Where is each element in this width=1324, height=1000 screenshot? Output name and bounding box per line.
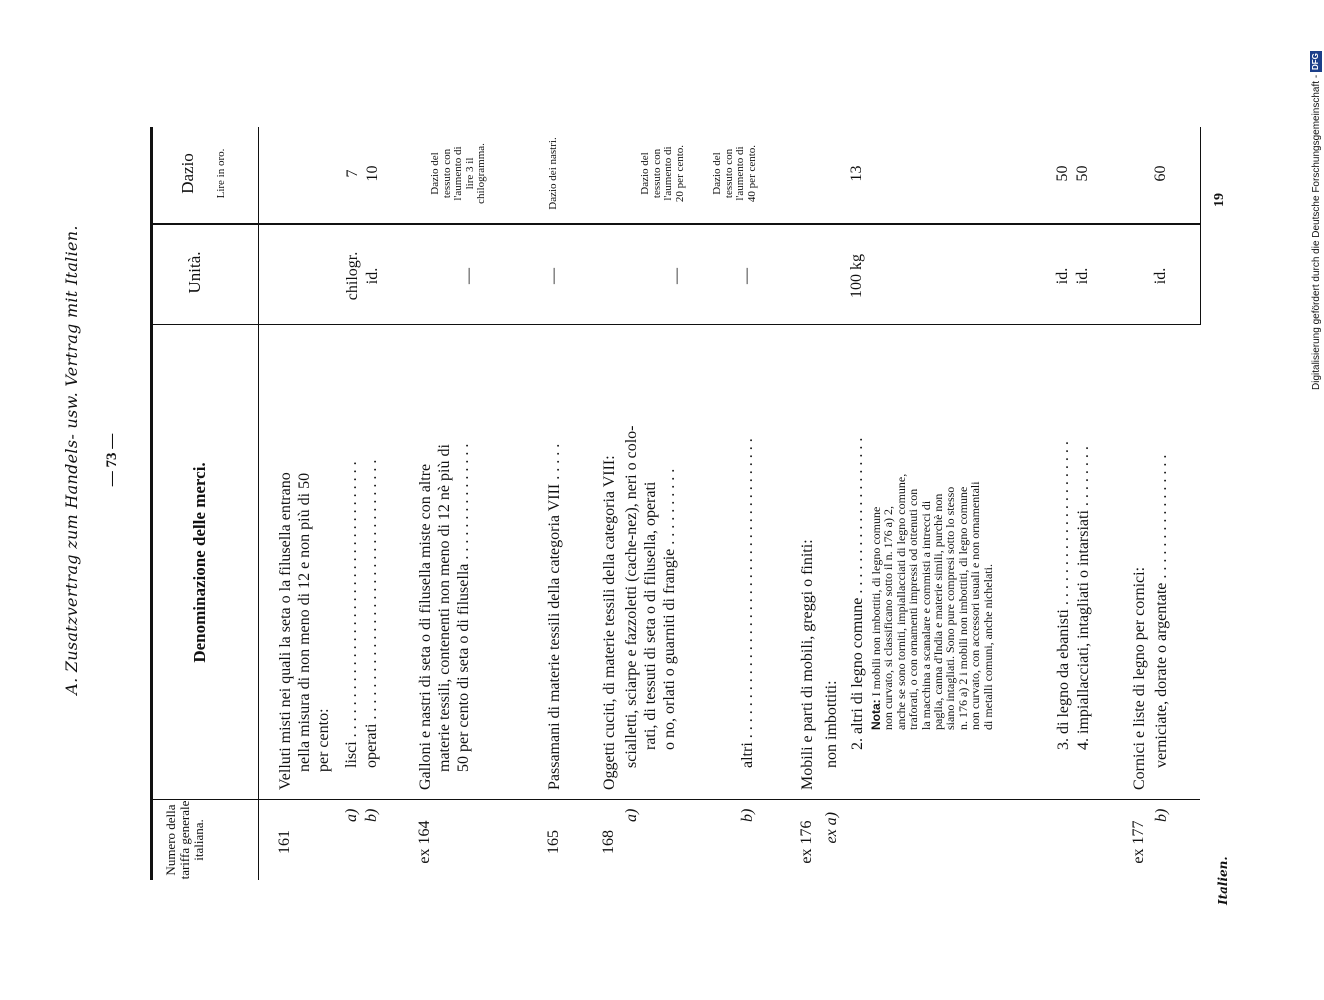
header-col1: Numero della tariffa generale italiana. xyxy=(163,800,206,880)
row-177-number: ex 177 xyxy=(1130,820,1147,864)
row-176a-text: non imbottiti: xyxy=(823,680,840,768)
col-divider-3 xyxy=(150,223,1200,225)
row-176a2-text: 2. altri di legno comune . . . . . . . . . . . . . . . . . . . . xyxy=(849,437,866,750)
row-168b-unit: — xyxy=(738,268,755,284)
row-176-description: Mobili e parti di mobili, greggi o finiti: xyxy=(799,539,816,790)
digitization-note-text xyxy=(1308,10,1324,390)
note-line: paglia, canna d'India e materie simili, purchè non xyxy=(931,493,946,730)
row-165-number: 165 xyxy=(545,830,562,854)
header-col2: Denominazione delle merci. xyxy=(190,462,209,663)
desc-line: scialletti, sciarpe e fazzoletti (cache-nez), neri o colo- xyxy=(623,425,640,768)
note-line: traforati, o con ornamenti impressi od ottenuti con xyxy=(906,488,921,730)
row-168a-duty xyxy=(640,127,686,220)
row-168a-text xyxy=(622,426,679,768)
note-line: anche se sono torniti, impiallacciati di legno comune, xyxy=(893,473,908,730)
duty-line: chilogramma. xyxy=(475,143,487,204)
duty-line: tessuto con xyxy=(440,148,453,199)
duty-line: 20 per cento. xyxy=(673,144,686,203)
row-168a-label: a) xyxy=(623,808,640,822)
duty-line: l'aumento di xyxy=(452,146,464,201)
desc-line: 50 per cento di seta o di filusella . . . . . . . . . . . . . . . xyxy=(455,443,472,772)
row-168b-text: altri . . . . . . . . . . . . . . . . . . . . . . . . . . . . . . . . . . . . . . xyxy=(739,438,756,768)
note-line: n. 176 a) 2 i mobili non imbottiti, di legno comune xyxy=(955,486,970,730)
row-176a3-unit: id. xyxy=(1054,267,1071,285)
row-161a-label: a) xyxy=(343,808,360,822)
table-bottom-rule xyxy=(1200,127,1201,325)
duty-line: tessuto con xyxy=(722,148,735,199)
header-col4: Dazio xyxy=(178,153,197,194)
row-168b-label: b) xyxy=(739,808,756,822)
note-line-text: I mobili non imbottiti, di legno comune xyxy=(869,506,883,697)
row-164-description xyxy=(416,444,473,790)
row-161a-unit: chilogr. xyxy=(344,251,361,301)
col-divider-2 xyxy=(150,324,1200,325)
note-line: non curvato, si classificano sotto il n. 176 a) 2, xyxy=(881,506,896,730)
row-176a4-duty: 50 xyxy=(1074,165,1091,182)
row-177b-duty: 60 xyxy=(1152,165,1169,182)
row-161b-text: operati . . . . . . . . . . . . . . . . . . . . . . . . . . . . . . . . . xyxy=(363,459,380,768)
row-177b-label: b) xyxy=(1153,808,1170,822)
duty-line: Dazio del xyxy=(429,152,441,195)
row-165-duty: Dazio dei nastri. xyxy=(547,137,559,210)
row-176a3-duty: 50 xyxy=(1054,165,1071,182)
running-head: A. Zusatzvertrag zum Handels- usw. Vertrag mit Italien. xyxy=(62,225,81,695)
row-164-unit: — xyxy=(460,268,477,284)
duty-line: Dazio del xyxy=(711,152,723,195)
row-165-unit: — xyxy=(545,268,562,284)
page-number: — 73 — xyxy=(104,433,120,487)
row-176a4-text: 4. impiallacciati, intagliati o intarsiati . . . . . . . . xyxy=(1075,446,1092,750)
header-col4-sub: Lire in oro. xyxy=(215,148,227,199)
row-168-number: 168 xyxy=(600,830,617,854)
desc-line: Galloni e nastri di seta o di filusella miste con altre xyxy=(417,463,434,790)
desc-line: Velluti misti nei quali la seta o la filusella entrano xyxy=(277,472,294,790)
row-176-number: ex 176 xyxy=(798,820,815,864)
row-176a-label: ex a) xyxy=(823,812,840,844)
header-col3: Unità. xyxy=(185,251,204,294)
row-161b-label: b) xyxy=(363,808,380,822)
note-line: non curvato, con accessori usuali e non ornamentali xyxy=(968,481,983,730)
table-top-rule xyxy=(150,127,153,880)
desc-line: o no, orlati o guarniti di frangie . . . . . . . . . . xyxy=(661,468,678,750)
row-161b-unit: id. xyxy=(364,267,381,285)
desc-line: rati, di tessuti di seta o di filusella, operati xyxy=(642,481,659,750)
row-176a3-text: 3. di legno da ebanisti . . . . . . . . . . . . . . . . . . . . . xyxy=(1055,441,1072,750)
duty-line: lire 3 il xyxy=(463,157,476,190)
desc-line: per cento: xyxy=(315,708,332,772)
duty-line: tessuto con xyxy=(650,148,663,199)
row-177b-text: verniciate, dorate o argentate . . . . . . . . . . . . . . . . xyxy=(1153,454,1170,768)
row-161-description xyxy=(276,472,333,790)
desc-line: materie tessili, contenenti non meno di 12 nè più di xyxy=(436,444,453,772)
row-176a4-unit: id. xyxy=(1074,267,1091,285)
col-divider-1 xyxy=(150,799,1200,800)
row-176a2-duty: 13 xyxy=(848,165,865,182)
duty-line: l'aumento di xyxy=(662,146,674,201)
note-line: siano intagliati. Sono pure compresi sotto lo stesso xyxy=(943,486,958,730)
row-168b-duty xyxy=(712,127,758,220)
desc-line: nella misura di non meno di 12 e non più di 50 xyxy=(296,472,313,772)
row-164-duty xyxy=(430,127,488,220)
row-161-number: 161 xyxy=(276,830,293,854)
row-168-description: Oggetti cuciti, di materie tessili della categoria VIII: xyxy=(601,455,618,790)
row-165-description: Passamani di materie tessili della categoria VIII . . . . . xyxy=(546,443,563,790)
note-line: la macchina a scanalare e commisti a intrecci di xyxy=(918,500,933,730)
row-177b-unit: id. xyxy=(1152,267,1169,285)
header-bottom-rule xyxy=(258,127,259,880)
row-164-number: ex 164 xyxy=(416,820,433,864)
digitization-note-label: Digitalisierung gefördert durch die Deutsche Forschungsgemeinschaft - xyxy=(1311,74,1322,390)
row-176a2-unit: 100 kg xyxy=(848,254,865,298)
dfg-logo: DFG xyxy=(1311,53,1321,71)
note-label: Nota: xyxy=(869,699,883,730)
row-177-description: Cornici e liste di legno per cornici: xyxy=(1131,566,1148,790)
row-168a-unit: — xyxy=(668,268,685,284)
row-161b-duty: 10 xyxy=(364,165,381,182)
row-176-note xyxy=(870,474,994,730)
footer-country: Italien. xyxy=(1216,856,1230,905)
note-line: di metalli comuni, anche nichelati. xyxy=(980,564,995,730)
duty-line: l'aumento di xyxy=(734,146,746,201)
digitization-note xyxy=(1308,53,1324,390)
row-161a-text: lisci . . . . . . . . . . . . . . . . . . . . . . . . . . . . . . . . . . . xyxy=(343,461,360,768)
row-161a-duty: 7 xyxy=(344,169,361,178)
footer-sheet-number: 19 xyxy=(1212,193,1227,207)
duty-line: Dazio del xyxy=(639,152,651,195)
duty-line: 40 per cento. xyxy=(745,144,758,203)
